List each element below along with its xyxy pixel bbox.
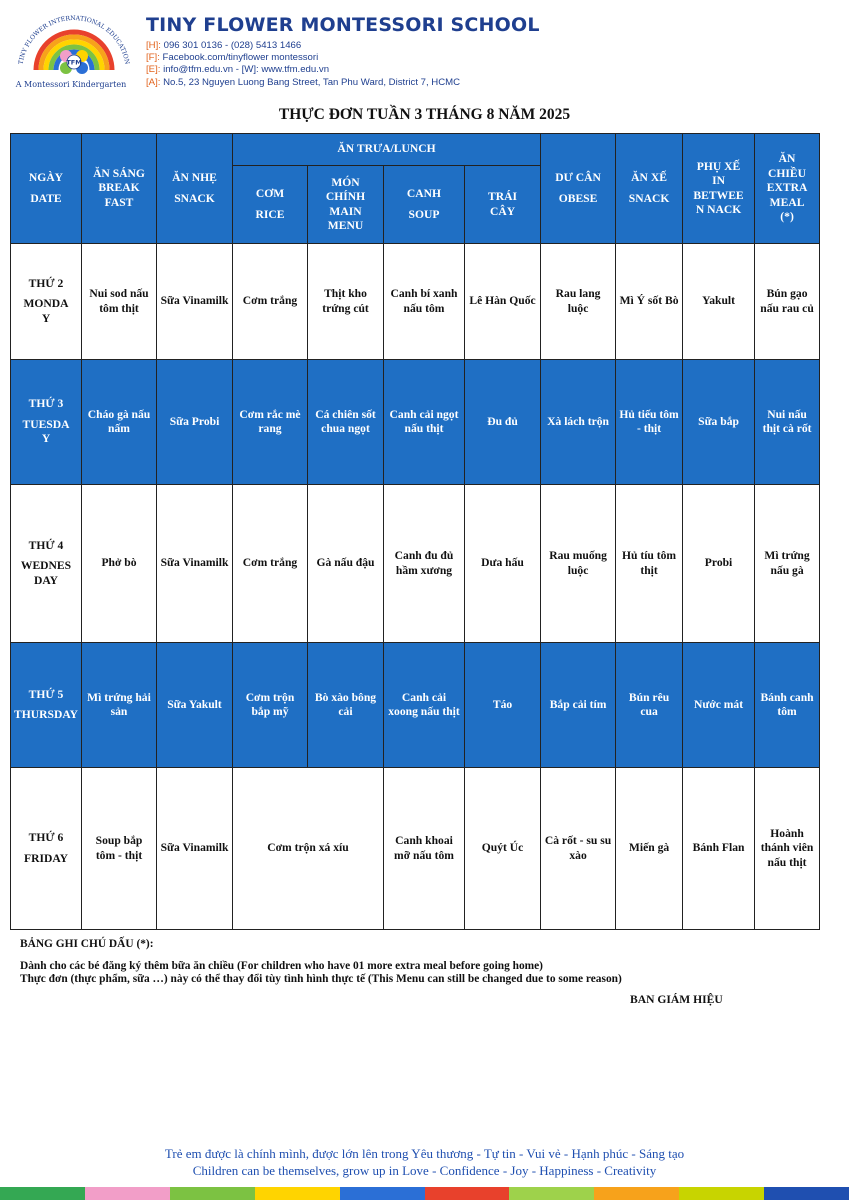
notes-menu-change: Thực đơn (thực phẩm, sữa …) này có thể thay đổi tùy tình hình thực tế (This Menu can still be changed due to some reason) [20, 973, 622, 985]
afternoon-snack-cell: Hủ tíu tôm thịt [616, 485, 683, 643]
header-day: NGÀY DATE [11, 134, 82, 244]
header-main-menu: MÓN CHÍNH MAIN MENU [308, 166, 384, 244]
afternoon-snack-cell: Bún rêu cua [616, 643, 683, 768]
table-row [11, 244, 820, 360]
logo-tagline: A Montessori Kindergarten [15, 80, 127, 89]
header-extra-meal: ĂN CHIỀU EXTRA MEAL (*) [755, 134, 820, 244]
menu-notes [20, 938, 820, 985]
header-breakfast: ĂN SÁNG BREAK FAST [82, 134, 157, 244]
header-obese: DƯ CÂN OBESE [541, 134, 616, 244]
soup-cell: Canh bí xanh nấu tôm [384, 244, 465, 360]
day-cell: THỨ 2 MONDA Y [11, 244, 82, 360]
contact-address: [A]: No.5, 23 Nguyen Luong Bang Street, Tan Phu Ward, District 7, HCMC [146, 76, 461, 88]
breakfast-cell: Soup bắp tôm - thịt [82, 768, 157, 930]
obese-cell: Cà rốt - su su xào [541, 768, 616, 930]
in-between-cell: Nước mát [683, 643, 755, 768]
slogan-english: Children can be themselves, grow up in Love - Confidence - Joy - Happiness - Creativity [192, 1163, 657, 1178]
afternoon-snack-cell: Mì Ý sốt Bò [616, 244, 683, 360]
signature-board: BAN GIÁM HIỆU [630, 993, 723, 1006]
table-row [11, 768, 820, 930]
rice-cell: Cơm trắng [233, 244, 308, 360]
fruit-cell: Dưa hấu [465, 485, 541, 643]
rice-cell: Cơm trắng [233, 485, 308, 643]
rice-main-cell: Cơm trộn xá xíu [233, 768, 384, 930]
extra-meal-cell: Nui nấu thịt cà rốt [755, 360, 820, 485]
school-header [10, 12, 840, 94]
fruit-cell: Lê Hàn Quốc [465, 244, 541, 360]
color-stripe [0, 1187, 849, 1200]
breakfast-cell: Nui sod nấu tôm thịt [82, 244, 157, 360]
snack-cell: Sữa Probi [157, 360, 233, 485]
menu-title: THỰC ĐƠN TUẦN 3 THÁNG 8 NĂM 2025 [278, 106, 571, 123]
day-cell: THỨ 5 THURSDAY [11, 643, 82, 768]
notes-extra-meal: Dành cho các bé đăng ký thêm bữa ăn chiều (For children who have 01 more extra meal before going home) [20, 960, 543, 972]
extra-meal-cell: Hoành thánh viên nấu thịt [755, 768, 820, 930]
header-rice: CƠM RICE [233, 166, 308, 244]
day-cell: THỨ 3 TUESDA Y [11, 360, 82, 485]
day-cell: THỨ 6 FRIDAY [11, 768, 82, 930]
school-name: TINY FLOWER MONTESSORI SCHOOL [146, 14, 540, 36]
in-between-cell: Sữa bắp [683, 360, 755, 485]
extra-meal-cell: Bánh canh tôm [755, 643, 820, 768]
notes-title: BẢNG GHI CHÚ DẤU (*): [20, 938, 154, 950]
contact-email-web: [E]: info@tfm.edu.vn - [W]: www.tfm.edu.vn [146, 64, 330, 76]
main-cell: Gà nấu đậu [308, 485, 384, 643]
soup-cell: Canh cải xoong nấu thịt [384, 643, 465, 768]
rainbow-logo-icon [14, 12, 132, 82]
obese-cell: Bắp cải tím [541, 643, 616, 768]
breakfast-cell: Phở bò [82, 485, 157, 643]
breakfast-cell: Mì trứng hải sản [82, 643, 157, 768]
contact-phone: [H]: 096 301 0136 - (028) 5413 1466 [146, 40, 302, 51]
table-row [11, 643, 820, 768]
main-cell: Bò xào bông cải [308, 643, 384, 768]
header-in-between: PHỤ XẾ IN BETWEE N NACK [683, 134, 755, 244]
header-snack: ĂN NHẸ SNACK [157, 134, 233, 244]
main-cell: Cá chiên sốt chua ngọt [308, 360, 384, 485]
in-between-cell: Bánh Flan [683, 768, 755, 930]
day-cell: THỨ 4 WEDNES DAY [11, 485, 82, 643]
snack-cell: Sữa Yakult [157, 643, 233, 768]
fruit-cell: Quýt Úc [465, 768, 541, 930]
weekly-menu-table [10, 133, 820, 930]
afternoon-snack-cell: Miến gà [616, 768, 683, 930]
extra-meal-cell: Bún gạo nấu rau củ [755, 244, 820, 360]
afternoon-snack-cell: Hủ tiếu tôm - thịt [616, 360, 683, 485]
soup-cell: Canh cải ngọt nấu thịt [384, 360, 465, 485]
in-between-cell: Yakult [683, 244, 755, 360]
breakfast-cell: Cháo gà nấu nấm [82, 360, 157, 485]
contact-info [146, 40, 540, 89]
contact-facebook: [F]: Facebook.com/tinyflower montessori [146, 52, 319, 64]
main-cell: Thịt kho trứng cút [308, 244, 384, 360]
in-between-cell: Probi [683, 485, 755, 643]
rice-cell: Cơm rắc mè rang [233, 360, 308, 485]
table-row [11, 485, 820, 643]
fruit-cell: Đu đủ [465, 360, 541, 485]
header-fruit: TRÁI CÂY [465, 166, 541, 244]
obese-cell: Rau muống luộc [541, 485, 616, 643]
logo-initials: TFM [66, 58, 82, 67]
slogan-vietnamese: Trẻ em được là chính mình, được lớn lên trong Yêu thương - Tự tin - Vui vẻ - Hạnh phúc - Sáng tạo [164, 1146, 685, 1161]
rice-cell: Cơm trộn bắp mỹ [233, 643, 308, 768]
extra-meal-cell: Mì trứng nấu gà [755, 485, 820, 643]
table-row [11, 360, 820, 485]
soup-cell: Canh đu đủ hầm xương [384, 485, 465, 643]
header-lunch: ĂN TRƯA/LUNCH [233, 134, 541, 166]
header-afternoon-snack: ĂN XẾ SNACK [616, 134, 683, 244]
obese-cell: Rau lang luộc [541, 244, 616, 360]
fruit-cell: Táo [465, 643, 541, 768]
snack-cell: Sữa Vinamilk [157, 244, 233, 360]
snack-cell: Sữa Vinamilk [157, 768, 233, 930]
header-soup: CANH SOUP [384, 166, 465, 244]
logo-arc-text: TINY FLOWER INTERNATIONAL EDUCATION [17, 14, 131, 65]
snack-cell: Sữa Vinamilk [157, 485, 233, 643]
soup-cell: Canh khoai mỡ nấu tôm [384, 768, 465, 930]
obese-cell: Xà lách trộn [541, 360, 616, 485]
